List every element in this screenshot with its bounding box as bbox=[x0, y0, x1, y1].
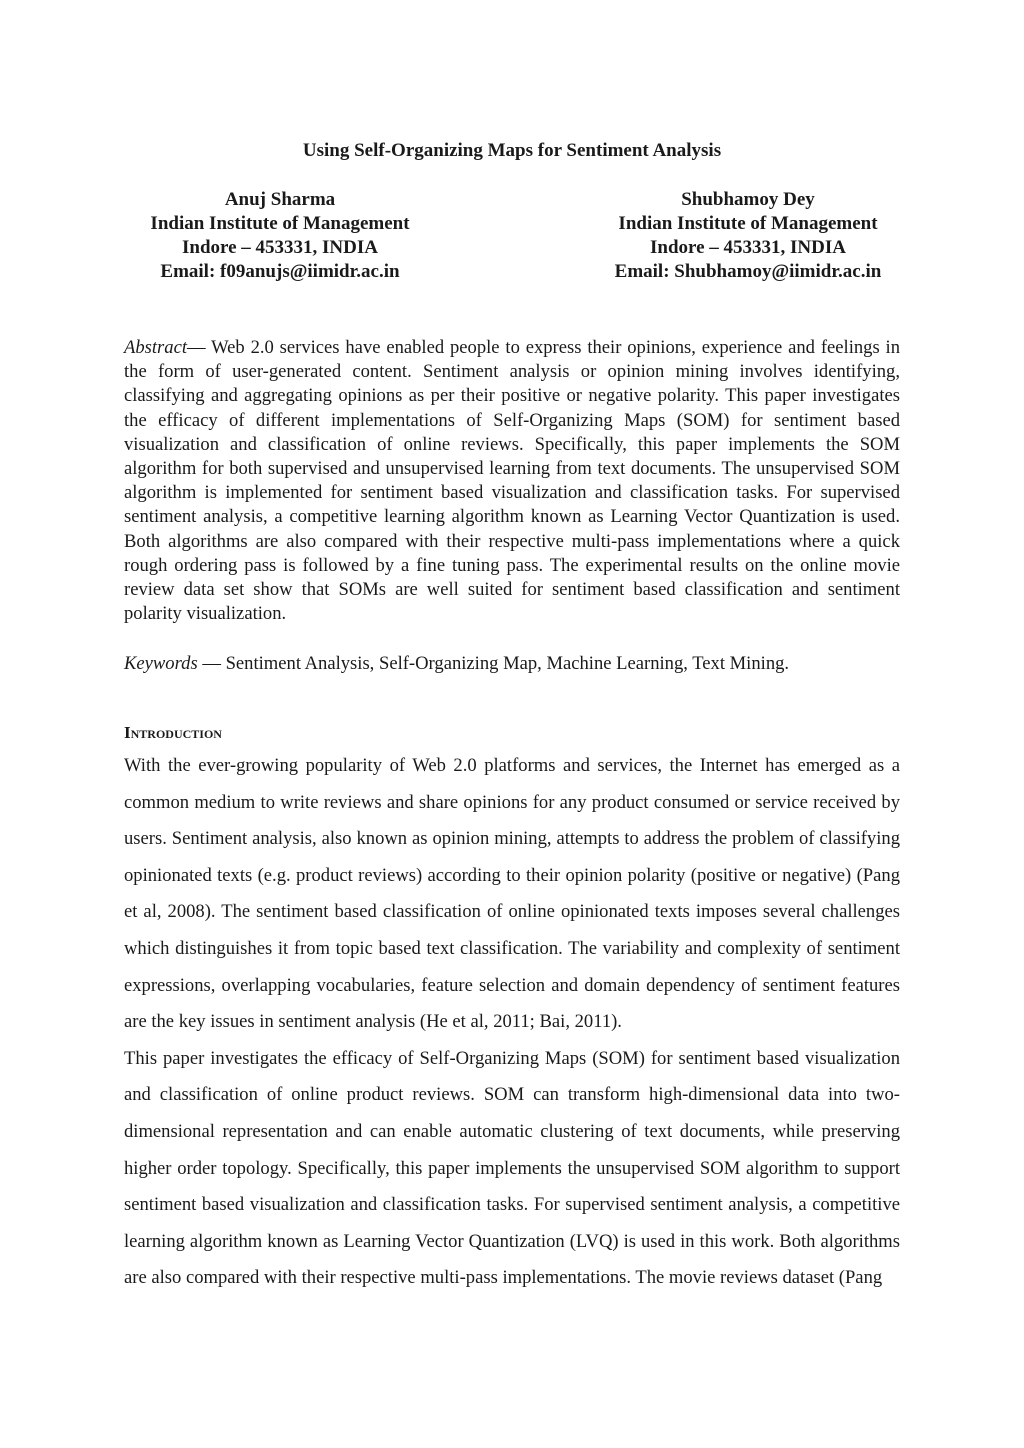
introduction-body bbox=[124, 748, 900, 1297]
author-block-2 bbox=[578, 188, 918, 284]
section-heading-introduction: Introduction bbox=[124, 723, 222, 742]
author-name: Shubhamoy Dey bbox=[681, 189, 815, 210]
abstract-label: Abstract bbox=[124, 337, 188, 358]
keywords-text: — Sentiment Analysis, Self-Organizing Map, Machine Learning, Text Mining. bbox=[197, 653, 790, 674]
abstract bbox=[124, 336, 900, 626]
author-address: Indore – 453331, INDIA bbox=[649, 237, 846, 258]
author-institution: Indian Institute of Management bbox=[618, 213, 878, 234]
paragraph: This paper investigates the efficacy of Self-Organizing Maps (SOM) for sentiment based visualization and classification of online product reviews. SOM can transform high-dimensional data into two-dimensional representation and can enable automatic clustering of text documents, while preserving higher order topology. Specifically, this paper implements the unsupervised SOM algorithm to support sentiment based visualization and classification tasks. For supervised sentiment analysis, a competitive learning algorithm known as Learning Vector Quantization (LVQ) is used in this work. Both algorithms are also compared with their respective multi-pass implementations. The movie reviews dataset (Pang bbox=[124, 1047, 900, 1289]
paragraph: With the ever-growing popularity of Web 2.0 platforms and services, the Internet has emerged as a common medium to write reviews and share opinions for any product consumed or service received by users. Sentiment analysis, also known as opinion mining, attempts to address the problem of classifying opinionated texts (e.g. product reviews) according to their opinion polarity (positive or negative) (Pang et al, 2008). The sentiment based classification of online opinionated texts imposes several challenges which distinguishes it from topic based text classification. The variability and complexity of sentiment expressions, overlapping vocabularies, feature selection and domain dependency of sentiment features are the key issues in sentiment analysis (He et al, 2011; Bai, 2011). bbox=[124, 755, 900, 1033]
abstract-text: — Web 2.0 services have enabled people to express their opinions, experience and feelings in the form of user-generated content. Sentiment analysis or opinion mining involves identifying, classifying and aggregating opinions as per their positive or negative polarity. This paper investigates the efficacy of different implementations of Self-Organizing Maps (SOM) for sentiment based visualization and classification of online reviews. Specifically, this paper implements the SOM algorithm for both supervised and unsupervised learning from text documents. The unsupervised SOM algorithm is implemented for sentiment based visualization and classification tasks. For supervised sentiment analysis, a competitive learning algorithm known as Learning Vector Quantization is used. Both algorithms are also compared with their respective multi-pass implementations where a quick rough ordering pass is followed by a fine tuning pass. The experimental results on the online movie review data set show that SOMs are well suited for sentiment based classification and sentiment polarity visualization. bbox=[124, 337, 900, 625]
author-name: Anuj Sharma bbox=[224, 189, 336, 210]
author-email: Email: f09anujs@iimidr.ac.in bbox=[160, 261, 400, 282]
keywords-label: Keywords bbox=[124, 653, 198, 674]
author-email: Email: Shubhamoy@iimidr.ac.in bbox=[614, 261, 882, 282]
author-address: Indore – 453331, INDIA bbox=[181, 237, 378, 258]
keywords bbox=[124, 652, 900, 676]
author-block-1 bbox=[110, 188, 450, 284]
paper-title: Using Self-Organizing Maps for Sentiment Analysis bbox=[302, 140, 722, 161]
author-institution: Indian Institute of Management bbox=[150, 213, 410, 234]
